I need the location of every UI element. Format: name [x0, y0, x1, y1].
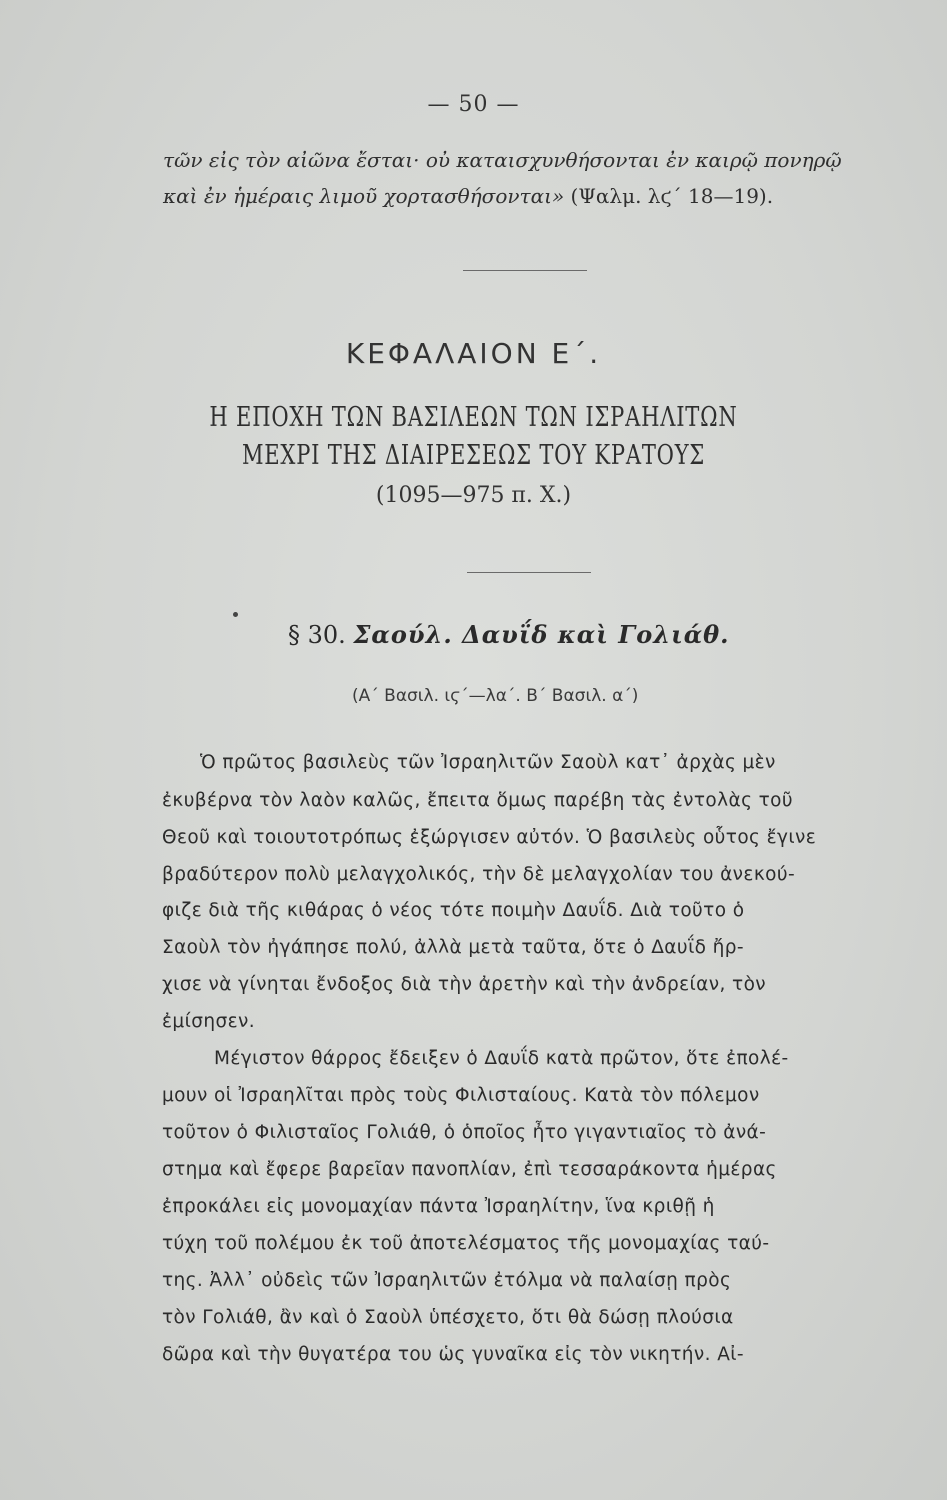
body-line-13: ἐπροκάλει εἰς μονομαχίαν πάντα Ἰσραηλίτην, ἵνα κριθῇ ἡ [162, 1196, 715, 1217]
section-heading: Σαούλ. Δαυΐδ καὶ Γολιάθ. [353, 620, 730, 649]
body-line-11: τοῦτον ὁ Φιλισταῖος Γολιάθ, ὁ ὁποῖος ἦτο γιγαντιαῖος τὸ ἀνά- [162, 1122, 767, 1143]
body-line-6: Σαοὺλ τὸν ἠγάπησε πολύ, ἀλλὰ μετὰ ταῦτα, ὅτε ὁ Δαυΐδ ἤρ- [162, 937, 744, 958]
title-line-2: ΜΕΧΡΙ ΤΗΣ ΔΙΑΙΡΕΣΕΩΣ ΤΟΥ ΚΡΑΤΟΥΣ [241, 440, 706, 471]
divider-rule-top [463, 270, 587, 271]
body-line-17: δῶρα καὶ τὴν θυγατέρα του ὡς γυναῖκα εἰς τὸν νικητήν. Αἰ- [162, 1344, 745, 1365]
body-line-12: στημα καὶ ἔφερε βαρεῖαν πανοπλίαν, ἐπὶ τεσσαράκοντα ἡμέρας [162, 1159, 777, 1180]
body-line-2: ἐκυβέρνα τὸν λαὸν καλῶς, ἔπειτα ὅμως παρέβη τὰς ἐντολὰς τοῦ [162, 790, 793, 811]
section-number: § 30. [288, 621, 346, 649]
psalm-reference: (Ψαλμ. λϛ΄ 18—19). [570, 184, 774, 208]
section-title [288, 620, 730, 649]
body-line-10: μουν οἱ Ἰσραηλῖται πρὸς τοὺς Φιλισταίους. Κατὰ τὸν πόλεμον [162, 1085, 760, 1106]
ink-dot [233, 612, 238, 617]
body-line-7: χισε νὰ γίνηται ἔνδοξος διὰ τὴν ἀρετὴν καὶ τὴν ἀνδρείαν, τὸν [162, 974, 767, 995]
body-line-5: φιζε διὰ τῆς κιθάρας ὁ νέος τότε ποιμὴν Δαυΐδ. Διὰ τοῦτο ὁ [162, 900, 745, 921]
body-line-8: ἐμίσησεν. [162, 1011, 256, 1032]
body-line-1: Ὁ πρῶτος βασιλεὺς τῶν Ἰσραηλιτῶν Σαοὺλ κατ᾽ ἀρχὰς μὲν [200, 752, 776, 773]
body-line-15: της. Ἀλλ᾽ οὐδεὶς τῶν Ἰσραηλιτῶν ἐτόλμα νὰ παλαίσῃ πρὸς [162, 1270, 732, 1291]
scripture-reference: (Α΄ Βασιλ. ιϛ΄—λα΄. Β΄ Βασιλ. α΄) [352, 686, 639, 706]
body-line-16: τὸν Γολιάθ, ἂν καὶ ὁ Σαοὺλ ὑπέσχετο, ὅτι θὰ δώσῃ πλούσια [162, 1307, 734, 1328]
body-line-4: βραδύτερον πολὺ μελαγχολικός, τὴν δὲ μελαγχολίαν του ἀνεκού- [162, 864, 796, 885]
quote-line-2-text: καὶ ἐν ἡμέραις λιμοῦ χορτασθήσονται» [163, 184, 571, 208]
body-line-3: Θεοῦ καὶ τοιουτοτρόπως ἐξώργισεν αὐτόν. Ὁ βασιλεὺς οὗτος ἔγινε [162, 827, 817, 848]
body-line-9: Μέγιστον θάρρος ἔδειξεν ὁ Δαυΐδ κατὰ πρῶτον, ὅτε ἐπολέ- [214, 1048, 789, 1069]
body-line-14: τύχη τοῦ πολέμου ἐκ τοῦ ἀποτελέσματος τῆς μονομαχίας ταύ- [162, 1233, 770, 1254]
chapter-heading: ΚΕΦΑΛΑΙΟΝ Ε΄. [345, 337, 602, 370]
divider-rule-bottom [467, 572, 591, 573]
quote-line-1: τῶν εἰς τὸν αἰῶνα ἔσται· οὐ καταισχυνθήσονται ἐν καιρῷ πονηρῷ [163, 148, 842, 172]
page-number: — 50 — [427, 92, 520, 117]
quote-line-2 [163, 184, 903, 208]
title-line-1: Η ΕΠΟΧΗ ΤΩΝ ΒΑΣΙΛΕΩΝ ΤΩΝ ΙΣΡΑΗΛΙΤΩΝ [209, 402, 738, 433]
title-dates: (1095—975 π. Χ.) [375, 483, 572, 508]
